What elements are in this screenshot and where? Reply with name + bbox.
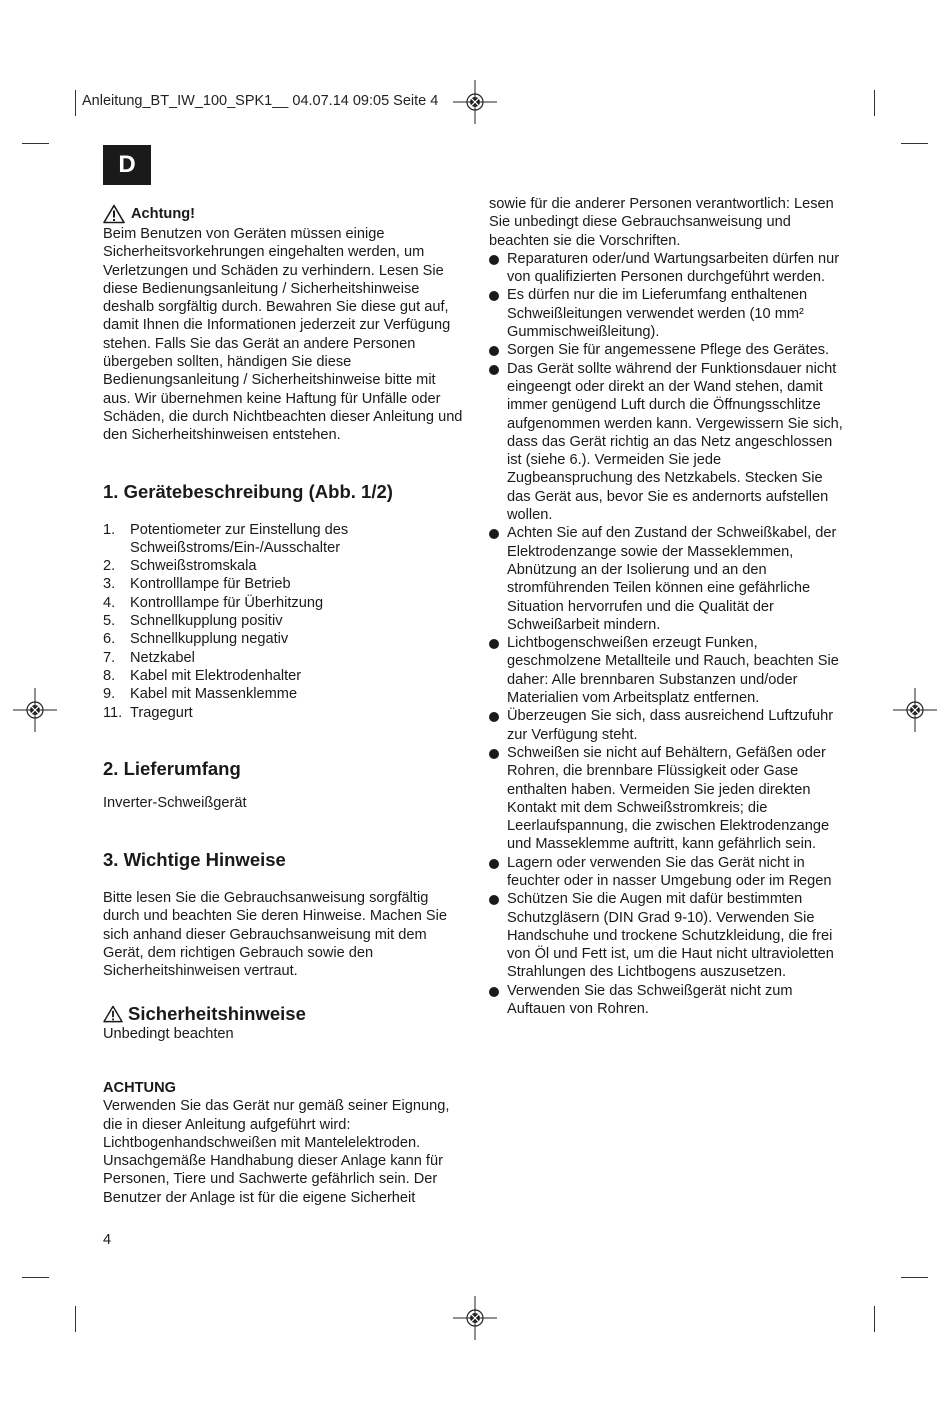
safety-heading (103, 1003, 465, 1025)
caution-text: Verwenden Sie das Gerät nur gemäß seiner Eignung, die in dieser Anleitung aufgeführt wird: Lichtbogenhandschweißen mit Mantelelektroden. Unsachgemäße Handhabung dieser Anlage kann für Personen, Tiere und Sachwerte gefährlich sein. Der Benutzer der Anlage ist für die eigene Sicherheit (103, 1098, 450, 1206)
list-item: 6. Schnellkupplung negativ (103, 631, 289, 648)
registration-mark-right-icon (893, 688, 937, 732)
crop-mark-bottom-left-h (22, 1277, 49, 1278)
bullet-icon (489, 346, 499, 356)
list-item: 4. Kontrolllampe für Überhitzung (103, 594, 324, 611)
caution-label: ACHTUNG (103, 1079, 176, 1096)
list-item: Überzeugen Sie sich, dass ausreichend Luftzufuhr zur Verfügung steht. (489, 707, 849, 744)
list-item: 3. Kontrolllampe für Betrieb (103, 576, 291, 593)
crop-mark-bottom-left-v (75, 1306, 76, 1332)
warning-triangle-icon (103, 204, 125, 224)
bullet-icon (489, 365, 499, 375)
section1-title: 1. Gerätebeschreibung (Abb. 1/2) (103, 480, 393, 502)
crop-mark-top-left-v (75, 90, 76, 116)
running-head: Anleitung_BT_IW_100_SPK1__ 04.07.14 09:05 Seite 4 (82, 93, 439, 109)
registration-mark-bottom-icon (453, 1296, 497, 1340)
bullet-icon (489, 255, 499, 265)
list-item: Lichtbogenschweißen erzeugt Funken, geschmolzene Metallteile und Rauch, beachten Sie daher: Alle brennbaren Substanzen und/oder Materialien vom Arbeitsplatz entfernen. (489, 634, 849, 707)
crop-mark-top-right-v (874, 90, 875, 116)
attention-title: Achtung! (131, 206, 196, 222)
list-item: 9. Kabel mit Massenklemme (103, 686, 298, 703)
registration-mark-top-icon (453, 80, 497, 124)
safety-subtitle: Unbedingt beachten (103, 1025, 234, 1042)
list-item: Sorgen Sie für angemessene Pflege des Gerätes. (489, 341, 849, 359)
attention-heading (103, 203, 465, 225)
language-badge: D (103, 145, 151, 185)
list-item: Schweißen sie nicht auf Behältern, Gefäßen oder Rohren, die brennbare Flüssigkeit oder Gase enthalten haben. Vermeiden Sie jeden direkten Kontakt mit dem Schweißstromkreis; die Leerlaufspannung, die zwischen Elektrodenzange und Masseklemme auftritt, kann gefährlich sein. (489, 744, 849, 854)
list-item: Verwenden Sie das Schweißgerät nicht zum Auftauen von Rohren. (489, 982, 849, 1019)
safety-title: Sicherheitshinweise (128, 1002, 306, 1024)
list-item: 7. Netzkabel (103, 649, 195, 666)
bullet-icon (489, 291, 499, 301)
list-item: 2. Schweißstromskala (103, 558, 257, 575)
list-item: 5. Schnellkupplung positiv (103, 613, 283, 630)
list-item: 11. Tragegurt (103, 704, 193, 721)
attention-text: Beim Benutzen von Geräten müssen einige Sicherheitsvorkehrungen eingehalten werden, um Verletzungen und Schäden zu verhindern. Lesen Sie diese Bedienungsanleitung / Sicherheitshinweise deshalb sorgfältig durch. Bewahren Sie diese gut auf, damit Ihnen die Informationen jederzeit zur Verfügung stehen. Falls Sie das Gerät an andere Personen übergeben sollten, händigen Sie diese Bedienungsanleitung / Sicherheitshinweise bitte mit aus. Wir übernehmen keine Haftung für Unfälle oder Schäden, die durch Nichtbeachten dieser Anleitung und den Sicherheitshinweisen entstehen. (103, 226, 463, 444)
bullet-icon (489, 712, 499, 722)
bullet-icon (489, 749, 499, 759)
warning-triangle-icon (103, 1005, 123, 1023)
component-list (103, 521, 465, 722)
section2-title: 2. Lieferumfang (103, 757, 241, 779)
bullet-icon (489, 895, 499, 905)
crop-mark-top-right-h (901, 143, 928, 144)
section3-text: Bitte lesen Sie die Gebrauchsanweisung sorgfältig durch und beachten Sie deren Hinweise. Machen Sie sich anhand dieser Gebrauchsanweisung mit dem Gerät, dem richtigen Gebrauch sowie den Sicherheitshinweisen vertraut. (103, 890, 447, 980)
section3-title: 3. Wichtige Hinweise (103, 849, 286, 871)
right-intro: sowie für die anderer Personen verantwortlich: Lesen Sie unbedingt diese Gebrauchsanweisung und beachten sie die Vorschriften. (489, 196, 834, 249)
bullet-icon (489, 529, 499, 539)
list-item: 8. Kabel mit Elektrodenhalter (103, 667, 302, 684)
section2-text: Inverter-Schweißgerät (103, 794, 247, 811)
right-column (489, 195, 849, 1018)
left-column (103, 203, 465, 1207)
crop-mark-top-left-h (22, 143, 49, 144)
list-item: Achten Sie auf den Zustand der Schweißkabel, der Elektrodenzange sowie der Masseklemmen, Abnützung an der Isolierung und an den stromführenden Teilen können eine gefährliche Situation hervorrufen und die Qualität der Schweißarbeit mindern. (489, 524, 849, 634)
page-number: 4 (103, 1232, 112, 1248)
registration-mark-left-icon (13, 688, 57, 732)
list-item: 1. Potentiometer zur Einstellung des Schweißstroms/Ein-/Ausschalter (103, 521, 349, 556)
list-item: Reparaturen oder/und Wartungsarbeiten dürfen nur von qualifizierten Personen durchgeführt werden. (489, 250, 849, 287)
bullet-icon (489, 859, 499, 869)
list-item: Lagern oder verwenden Sie das Gerät nicht in feuchter oder in nasser Umgebung oder im Regen (489, 854, 849, 891)
safety-bullet-list (489, 250, 849, 1018)
crop-mark-bottom-right-h (901, 1277, 928, 1278)
list-item: Das Gerät sollte während der Funktionsdauer nicht eingeengt oder direkt an der Wand stehen, damit immer genügend Luft durch die Öffnungsschlitze aufgenommen werden kann. Vergewissern Sie sich, dass das Gerät richtig an das Netz angeschlossen ist (siehe 6.). Vermeiden Sie jede Zugbeanspruchung des Netzkabels. Stecken Sie das Gerät aus, bevor Sie es andernorts aufstellen wollen. (489, 360, 849, 525)
bullet-icon (489, 987, 499, 997)
bullet-icon (489, 639, 499, 649)
list-item: Es dürfen nur die im Lieferumfang enthaltenen Schweißleitungen verwendet werden (10 mm² Gummischweißleitung). (489, 286, 849, 341)
crop-mark-bottom-right-v (874, 1306, 875, 1332)
list-item: Schützen Sie die Augen mit dafür bestimmten Schutzgläsern (DIN Grad 9-10). Verwenden Sie Handschuhe und trockene Schutzkleidung, die frei von Öl und Fett ist, um die Haut nicht ultravioletten Strahlungen des Lichtbogens auszusetzen. (489, 890, 849, 981)
